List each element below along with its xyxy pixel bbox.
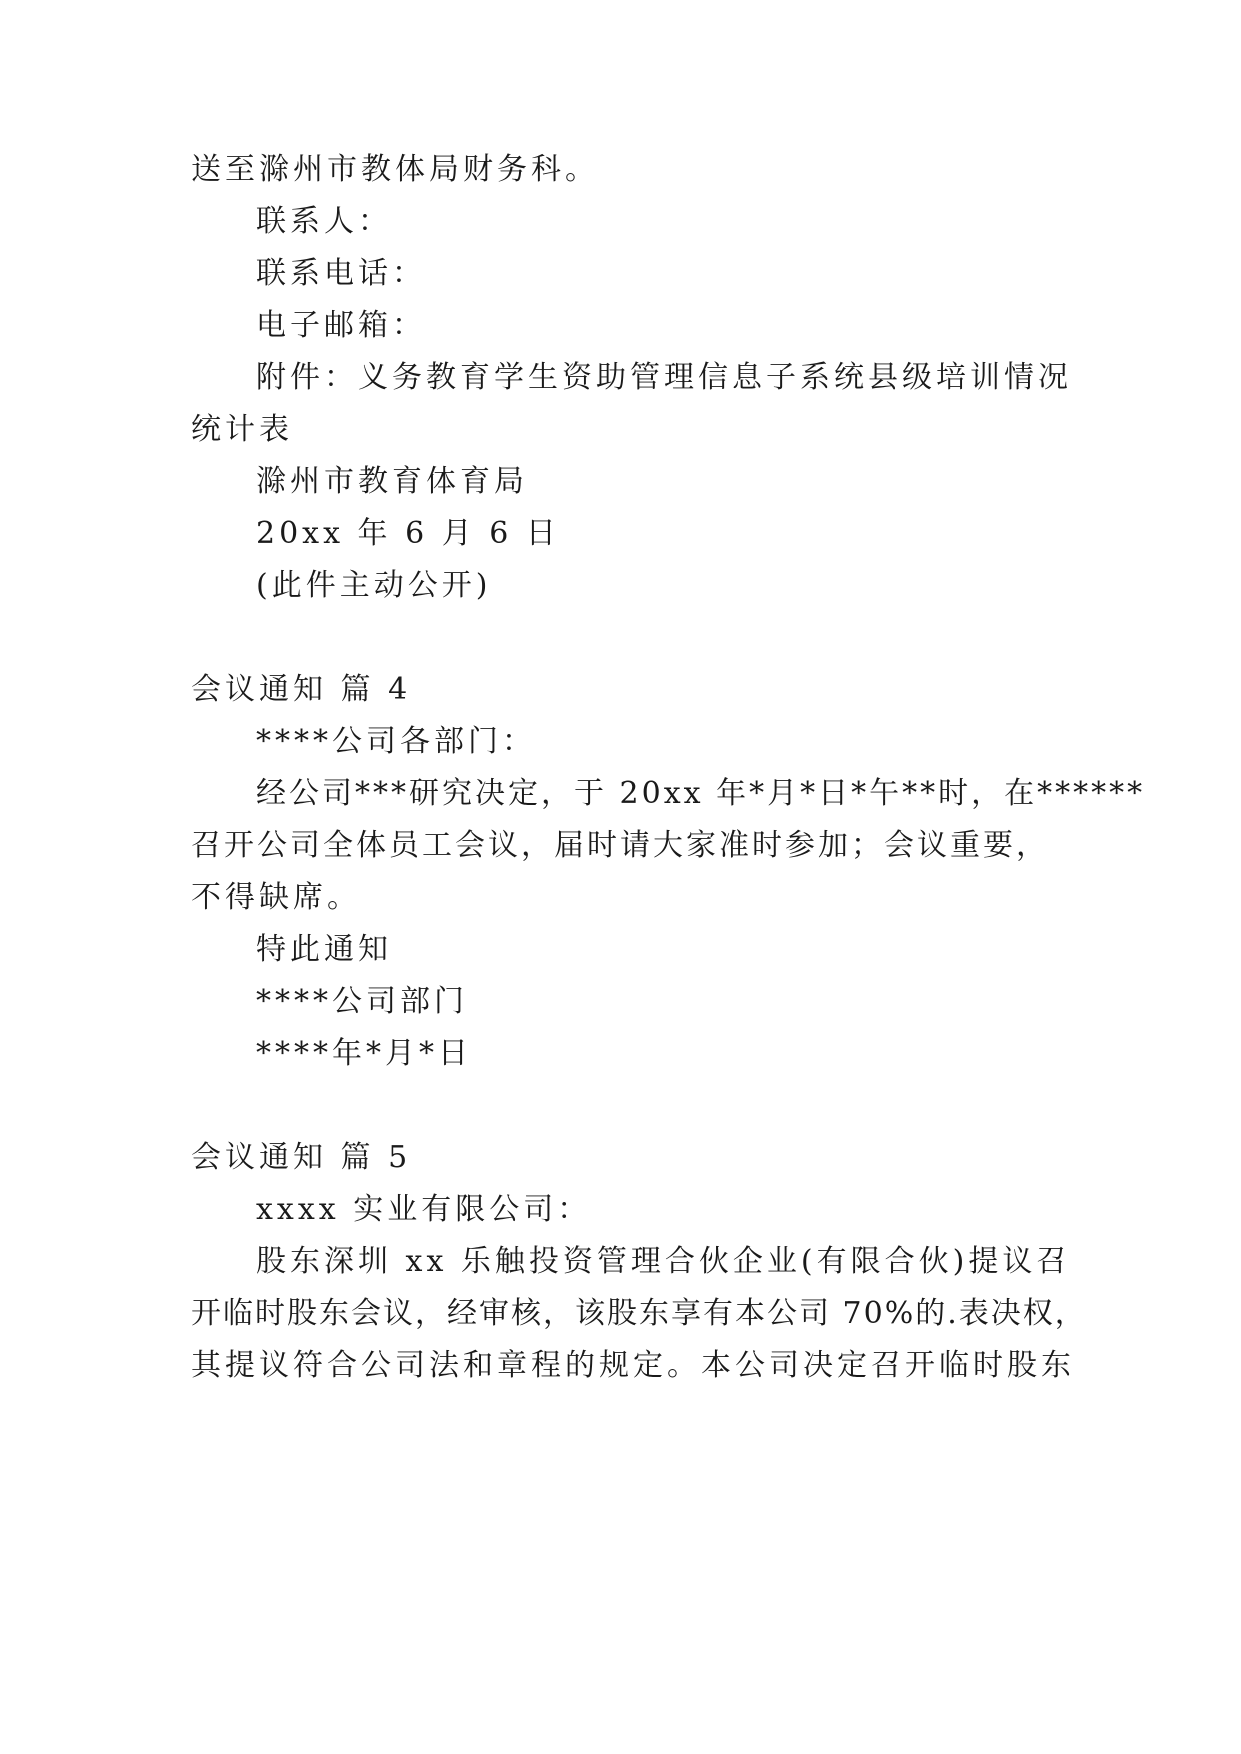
section-4-date: ****年*月*日	[256, 1036, 472, 1071]
section-5-title: 会议通知 篇 5	[191, 1140, 412, 1175]
section-4-title: 会议通知 篇 4	[191, 672, 412, 707]
attachment-line-1: 附件：义务教育学生资助管理信息子系统县级培训情况	[256, 360, 1072, 395]
section-5-body-line-2: 开临时股东会议，经审核，该股东享有本公司 70%的.表决权，	[191, 1296, 1087, 1331]
paragraph-continuation: 送至滁州市教体局财务科。	[191, 152, 599, 187]
section-5-body-line-1: 股东深圳 xx 乐触投资管理合伙企业(有限合伙)提议召	[256, 1244, 1071, 1279]
section-4-body-line-3: 不得缺席。	[191, 880, 361, 915]
attachment-line-2: 统计表	[191, 412, 293, 447]
contact-phone-label: 联系电话：	[256, 256, 426, 291]
contact-person-label: 联系人：	[256, 204, 392, 239]
section-4-notice: 特此通知	[256, 932, 392, 967]
section-4-body-line-1: 经公司***研究决定，于 20xx 年*月*日*午**时，在******	[256, 776, 1146, 811]
section-4-signer: ****公司部门	[256, 984, 468, 1019]
issue-date: 20xx 年 6 月 6 日	[256, 516, 560, 551]
section-4-addressee: ****公司各部门：	[256, 724, 536, 759]
issuer-name: 滁州市教育体育局	[256, 464, 528, 499]
email-label: 电子邮箱：	[256, 308, 426, 343]
section-5-body-line-3: 其提议符合公司法和章程的规定。本公司决定召开临时股东	[191, 1348, 1075, 1383]
section-5-addressee: xxxx 实业有限公司：	[256, 1192, 592, 1227]
public-note: (此件主动公开)	[256, 568, 492, 603]
section-4-body-line-2: 召开公司全体员工会议，届时请大家准时参加；会议重要，	[191, 828, 1049, 863]
